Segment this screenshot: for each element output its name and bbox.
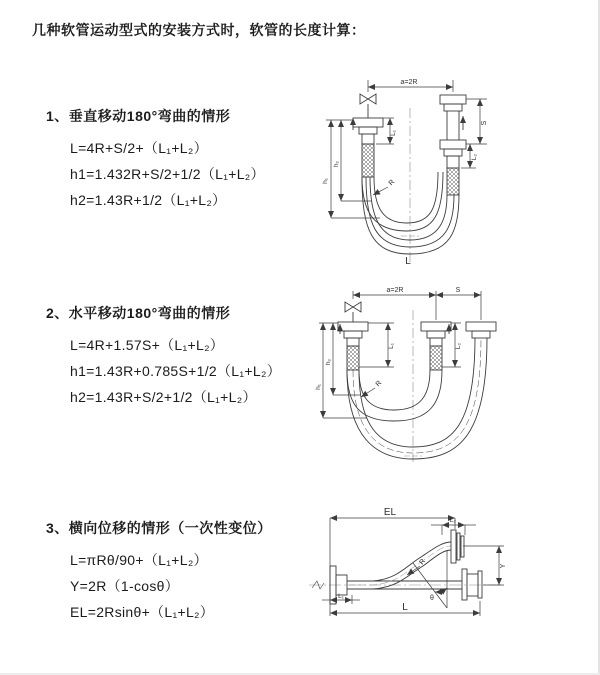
formula-line: L=πRθ/90+（L₁+L₂）	[70, 552, 208, 568]
dim-label-r: R	[418, 557, 428, 567]
dimension-l2	[431, 517, 476, 535]
u-bend-hose	[362, 172, 459, 254]
valve-icon	[360, 94, 376, 118]
dimension-a2r-s	[353, 287, 481, 320]
valve-icon	[345, 302, 361, 322]
dim-label-l: L	[402, 602, 408, 613]
vertical-move-180-bend-diagram	[310, 66, 600, 271]
radius-annotation	[373, 179, 396, 195]
right-pipe-flange	[466, 322, 496, 338]
dim-label-l1: L₁	[390, 130, 397, 136]
middle-pipe-flange	[421, 322, 451, 370]
section-3-formulas	[70, 547, 272, 625]
dim-label-r: R	[387, 178, 397, 188]
section-1-formulas	[70, 135, 265, 213]
formula-line: L=4R+S/2+（L₁+L₂）	[70, 140, 208, 156]
left-pipe-flange	[338, 322, 368, 370]
dimension-y	[463, 546, 507, 585]
section-2-heading: 2、水平移动180°弯曲的情形	[46, 305, 231, 321]
dim-label-h1: h₁	[322, 178, 329, 184]
formula-line: h2=1.43R+S/2+1/2（L₁+L₂）	[70, 389, 257, 405]
dimension-l2	[442, 323, 462, 367]
dim-label-l: L	[405, 256, 411, 267]
dim-label-theta: θ	[430, 595, 434, 602]
dim-label-l2: L₂	[455, 342, 462, 350]
lower-flange	[462, 569, 482, 600]
dim-label-h1: h₁	[315, 384, 322, 390]
right-pipe-flange	[440, 95, 466, 195]
dim-label-r: R	[374, 379, 384, 389]
horizontal-move-180-bend-diagram	[305, 282, 600, 467]
dimension-l1	[322, 593, 360, 604]
dim-label-h2: h₂	[333, 160, 340, 168]
dim-label-y: Y	[500, 563, 507, 569]
section-2-formulas	[70, 332, 281, 410]
centerline	[401, 108, 419, 264]
formula-line: h1=1.43R+0.785S+1/2（L₁+L₂）	[70, 363, 281, 379]
dimension-s	[466, 99, 488, 144]
dim-label-l1: L₁	[388, 343, 395, 349]
dim-label-a2r: a=2R	[386, 287, 404, 294]
dimension-l1	[359, 323, 395, 367]
u-bend-hose	[347, 338, 487, 459]
dim-label-a2r: a=2R	[400, 79, 418, 86]
formula-line: h1=1.432R+S/2+1/2（L₁+L₂）	[70, 166, 265, 182]
left-pipe-flange	[353, 118, 383, 177]
radius-annotation	[407, 558, 427, 575]
dim-label-h2: h₂	[325, 358, 332, 366]
dim-label-l2: L₂	[471, 153, 478, 161]
dim-label-l1: L₁	[338, 593, 344, 600]
dimension-a2r	[368, 79, 453, 92]
dim-label-s: S	[455, 287, 461, 294]
centerline	[404, 310, 422, 462]
s-curve-hose	[347, 542, 451, 589]
formula-line: L=4R+1.57S+（L₁+L₂）	[70, 337, 225, 353]
dimension-l2	[461, 144, 478, 168]
dimension-l1	[376, 118, 397, 144]
formula-line: EL=2Rsinθ+（L₁+L₂）	[70, 604, 215, 620]
centerline	[309, 581, 504, 589]
section-horizontal-move	[46, 303, 281, 410]
section-vertical-move	[46, 106, 265, 213]
dim-label-el: EL	[383, 507, 397, 518]
section-lateral-displacement	[46, 518, 272, 625]
section-3-heading: 3、横向位移的情形（一次性变位）	[46, 520, 272, 536]
dim-label-s: S	[481, 120, 488, 126]
page-title: 几种软管运动型式的安装方式时，软管的长度计算：	[32, 22, 366, 38]
dim-label-l2: L₂	[449, 517, 457, 524]
upper-flange	[451, 530, 464, 563]
section-1-heading: 1、垂直移动180°弯曲的情形	[46, 108, 231, 124]
formula-line: h2=1.43R+1/2（L₁+L₂）	[70, 192, 227, 208]
dimension-l	[330, 601, 480, 616]
lateral-displacement-diagram	[295, 505, 600, 655]
radius-annotation	[361, 380, 383, 397]
formula-line: Y=2R（1-cosθ）	[70, 578, 180, 594]
